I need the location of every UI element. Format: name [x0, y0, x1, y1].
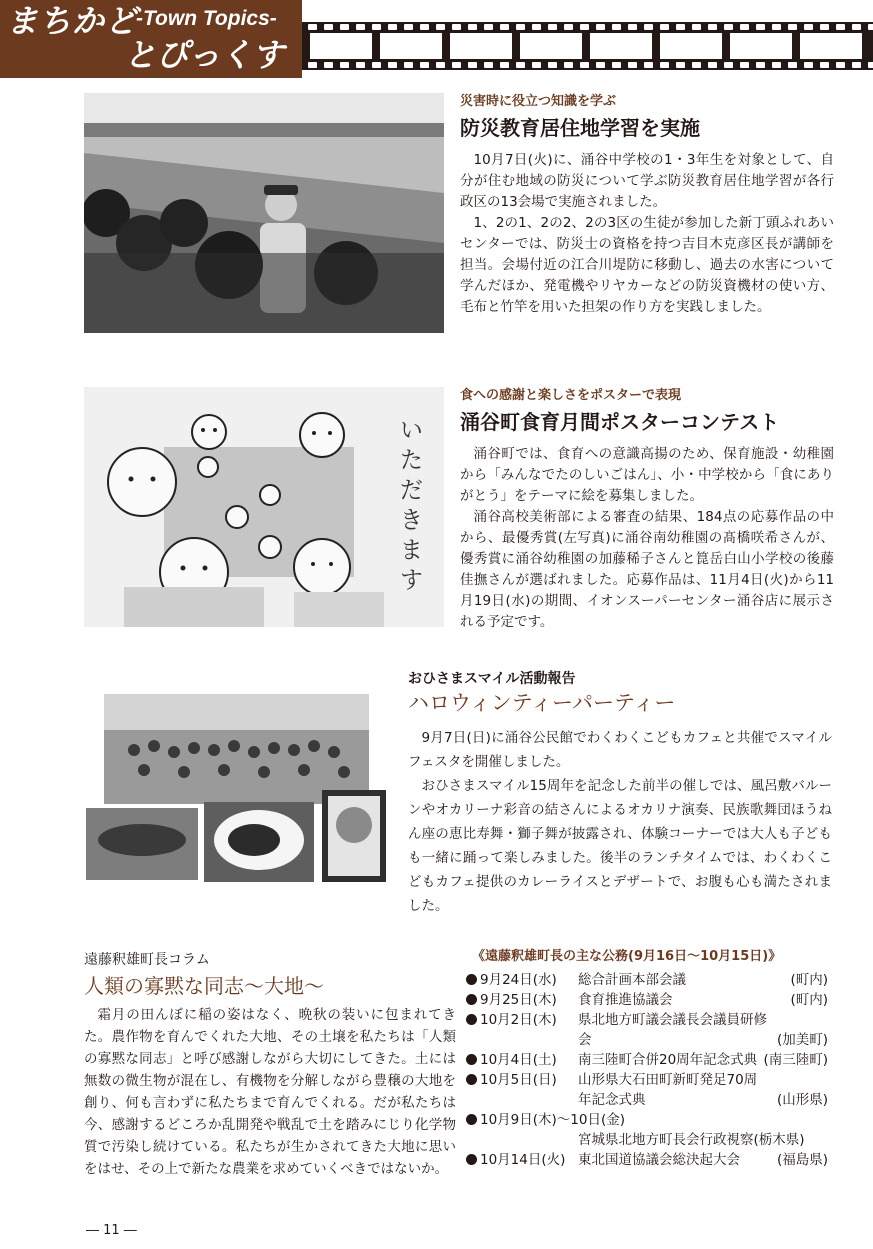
schedule-place: (福島県) — [776, 1152, 828, 1168]
article1-paragraph: 1、2の1、2の2、2の3区の生徒が参加した新丁頭ふれあいセンターでは、防災士の資格を持つ吉目木克彦区長が講師を担当。会場付近の江合川堤防に移動し、過去の水害について学んだほか、発電機やリヤカーなどの防災資機材の使い方、毛布と竹竿を用いた担架の作り方を実践しました。 — [460, 215, 834, 315]
film-hole — [564, 24, 573, 30]
article2-paragraph: 涌谷高校美術部による審査の結果、184点の応募作品の中から、最優秀賞(左写真)に涌谷南幼稚園の髙橋咲希さんが、優秀賞に涌谷幼稚園の加藤稀子さんと箟岳白山小学校の後藤佳撫さんが選ばれました。応募作品は、11月4日(火)から11月19日(水)の期間、イオンスーパーセンター涌谷店に展示される予定です。 — [460, 509, 834, 630]
article3-body — [408, 726, 832, 918]
bullet-icon — [466, 1014, 477, 1025]
schedule-item — [466, 1010, 830, 1048]
film-hole — [612, 62, 621, 68]
schedule-date: 10月14日(火) — [480, 1152, 566, 1168]
article3-paragraph: 9月7日(日)に涌谷公民館でわくわくこどもカフェと共催でスマイルフェスタを開催しました。 — [408, 730, 832, 770]
schedule-date: 10月5日(日) — [480, 1072, 557, 1088]
schedule-event: 食育推進協議会 — [578, 992, 673, 1008]
page-number: ― 11 ― — [86, 1223, 137, 1238]
film-hole — [372, 24, 381, 30]
article1-headline: 防災教育居住地学習を実施 — [460, 116, 700, 140]
film-hole — [532, 62, 541, 68]
film-hole — [820, 62, 829, 68]
schedule-date: 10月4日(土) — [480, 1052, 557, 1068]
schedule-date: 9月25日(木) — [480, 992, 557, 1008]
film-hole — [484, 24, 493, 30]
film-hole — [580, 62, 589, 68]
film-hole — [388, 24, 397, 30]
film-hole — [836, 24, 845, 30]
schedule-place: (町内) — [790, 972, 828, 988]
column-kicker: 遠藤釈雄町長コラム — [84, 952, 210, 968]
film-frame — [590, 33, 652, 59]
film-hole — [388, 62, 397, 68]
film-hole — [356, 24, 365, 30]
bullet-icon — [466, 1074, 477, 1085]
film-hole — [596, 62, 605, 68]
article2-paragraph: 涌谷町では、食育への意識高揚のため、保育施設・幼稚園から「みんなでたのしいごはん」、小・中学校から「食にありがとう」をテーマに絵を募集しました。 — [460, 446, 834, 504]
film-hole — [660, 62, 669, 68]
film-hole — [500, 62, 509, 68]
column-body — [84, 1004, 456, 1180]
film-hole — [788, 62, 797, 68]
schedule-event: 宮城県北地方町長会行政視察(栃木県) — [578, 1132, 805, 1148]
film-hole — [420, 24, 429, 30]
schedule-item — [466, 990, 830, 1010]
film-hole — [308, 62, 317, 68]
film-hole — [436, 24, 445, 30]
film-hole — [868, 24, 873, 30]
film-hole — [820, 24, 829, 30]
film-hole — [628, 62, 637, 68]
film-hole — [516, 62, 525, 68]
schedule-item — [466, 1070, 830, 1108]
bullet-icon — [466, 1154, 477, 1165]
film-hole — [596, 24, 605, 30]
film-hole — [660, 24, 669, 30]
film-hole — [548, 24, 557, 30]
photo-halloween-party — [84, 690, 389, 885]
film-hole — [644, 24, 653, 30]
film-hole — [724, 24, 733, 30]
film-hole — [356, 62, 365, 68]
film-hole — [612, 24, 621, 30]
schedule-place: (南三陸町) — [763, 1052, 828, 1068]
film-hole — [324, 24, 333, 30]
film-hole — [836, 62, 845, 68]
film-hole — [580, 24, 589, 30]
film-hole — [324, 62, 333, 68]
schedule-item — [466, 1050, 830, 1070]
article3-paragraph: おひさまスマイル15周年を記念した前半の催しでは、風呂敷バルーンやオカリーナ彩音の結さんによるオカリナ演奏、民族歌舞団ほうねん座の恵比寿舞・獅子舞が披露され、体験コーナーでは大人も子どもも一緒に踊って楽しみました。後半のランチタイムでは、わくわくこどもカフェ提供のカレーライスとデザートで、お腹も心も満たされました。 — [408, 778, 832, 914]
bullet-icon — [466, 1054, 477, 1065]
schedule-event: 東北国道協議会総決起大会 — [578, 1152, 740, 1168]
film-hole — [676, 24, 685, 30]
film-hole — [676, 62, 685, 68]
schedule-place: (山形県) — [776, 1092, 828, 1108]
article1-kicker: 災害時に役立つ知識を学ぶ — [460, 94, 617, 109]
article1-body — [460, 150, 834, 318]
film-hole — [468, 24, 477, 30]
schedule-event: 山形県大石田町新町発足70周年記念式典 — [578, 1072, 758, 1108]
schedule-event: 南三陸町合併20周年記念式典 — [578, 1052, 758, 1068]
article1-paragraph: 10月7日(火)に、涌谷中学校の1・3年生を対象として、自分が住む地域の防災について学ぶ防災教育居住地学習が各行政区の13会場で実施されました。 — [460, 152, 834, 210]
film-hole — [468, 62, 477, 68]
film-hole — [692, 24, 701, 30]
bullet-icon — [466, 974, 477, 985]
film-strip-decoration — [302, 22, 873, 70]
schedule-date: 10月2日(木) — [480, 1012, 557, 1028]
article3-kicker: おひさまスマイル活動報告 — [408, 671, 576, 687]
schedule-place: (加美町) — [776, 1032, 828, 1048]
header-title-line2: とぴっくす — [124, 36, 285, 74]
film-hole — [532, 24, 541, 30]
bullet-icon — [466, 1114, 477, 1125]
film-hole — [708, 62, 717, 68]
film-hole — [340, 24, 349, 30]
film-hole — [740, 24, 749, 30]
film-hole — [852, 24, 861, 30]
schedule-list — [466, 970, 830, 1200]
schedule-date: 9月24日(水) — [480, 972, 557, 988]
schedule-event: 総合計画本部会議 — [578, 972, 686, 988]
schedule-title: 《遠藤釈雄町長の主な公務(9月16日～10月15日)》 — [472, 949, 782, 964]
film-hole — [756, 62, 765, 68]
film-hole — [708, 24, 717, 30]
schedule-date: 10月9日(木)～10日(金) — [480, 1112, 626, 1128]
film-hole — [692, 62, 701, 68]
film-hole — [500, 24, 509, 30]
bullet-icon — [466, 994, 477, 1005]
column-headline: 人類の寡黙な同志～大地～ — [84, 974, 324, 998]
film-hole — [756, 24, 765, 30]
schedule-item — [466, 970, 830, 990]
film-hole — [340, 62, 349, 68]
film-frame — [380, 33, 442, 59]
film-hole — [628, 24, 637, 30]
film-hole — [804, 24, 813, 30]
article2-kicker: 食への感謝と楽しさをポスターで表現 — [460, 388, 682, 403]
film-frame — [520, 33, 582, 59]
film-frame — [450, 33, 512, 59]
film-hole — [372, 62, 381, 68]
poster-text: いただきます — [395, 417, 423, 597]
film-hole — [404, 62, 413, 68]
film-hole — [452, 24, 461, 30]
schedule-item — [466, 1150, 830, 1170]
film-hole — [740, 62, 749, 68]
film-hole — [772, 62, 781, 68]
film-hole — [868, 62, 873, 68]
film-hole — [404, 24, 413, 30]
film-hole — [308, 24, 317, 30]
film-hole — [548, 62, 557, 68]
film-hole — [788, 24, 797, 30]
film-frame — [660, 33, 722, 59]
article2-body — [460, 444, 834, 633]
film-frame — [310, 33, 372, 59]
schedule-item — [466, 1110, 830, 1148]
film-frame — [800, 33, 862, 59]
film-hole — [484, 62, 493, 68]
film-hole — [772, 24, 781, 30]
article2-headline: 涌谷町食育月間ポスターコンテスト — [460, 410, 780, 434]
film-hole — [420, 62, 429, 68]
column-paragraph: 霜月の田んぼに稲の姿はなく、晩秋の装いに包まれてきた。農作物を育んでくれた大地、その土壌を私たちは「人類の寡黙な同志」と呼び感謝しながら大切にしてきた。土には無数の微生物が混在し、有機物を分解しながら豊穣の大地を創り、何も言わずに私たちまで育んでくれる。だが私たちは今、感謝するどころか乱開発や戦乱で土を踏みにじり化学物質で汚染し続けている。私たちが生かされてきた大地に思いをはせ、その上で新たな農業を求めていくべきではないか。 — [84, 1007, 456, 1177]
film-hole — [852, 62, 861, 68]
schedule-event: 県北地方町議会議長会議員研修会 — [578, 1012, 767, 1048]
film-hole — [804, 62, 813, 68]
photo-disaster-education — [84, 93, 444, 333]
photo-poster-artwork — [84, 387, 444, 627]
film-hole — [436, 62, 445, 68]
film-hole — [452, 62, 461, 68]
film-hole — [724, 62, 733, 68]
film-hole — [644, 62, 653, 68]
article3-headline: ハロウィンティーパーティー — [408, 691, 676, 715]
film-hole — [516, 24, 525, 30]
header-title-line1: まちかど — [6, 2, 139, 40]
schedule-place: (町内) — [790, 992, 828, 1008]
film-hole — [564, 62, 573, 68]
header-title-english: -Town Topics- — [136, 7, 277, 30]
film-frame — [730, 33, 792, 59]
